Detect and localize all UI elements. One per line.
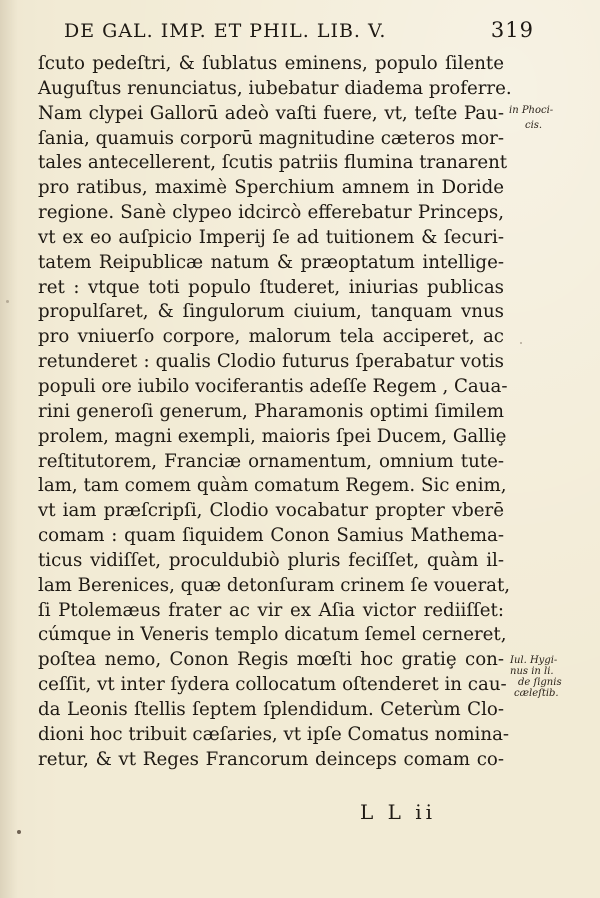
paper-speck (520, 342, 522, 344)
text-line: retunderet : qualis Clodio futurus ſperabatur votis (38, 351, 504, 373)
text-line: vt iam præſcripſi, Clodio vocabatur propter vberē (38, 500, 504, 522)
text-line: cúmque in Veneris templo dicatum ſemel cerneret, (38, 624, 507, 646)
text-line: tales antecellerent, ſcutis patriis flumina tranarent (38, 152, 508, 174)
text-line: dioni hoc tribuit cæſaries, vt ipſe Comatus nomina- (38, 723, 510, 745)
text-line: lam, tam comem quàm comatum Regem. Sic enim, (38, 475, 507, 497)
running-header (64, 20, 534, 48)
text-line: vt ex eo auſpicio Imperij ſe ad tuitionem & ſecuri- (38, 226, 504, 248)
text-line: reſtitutorem, Franciæ ornamentum, omnium tute- (38, 450, 504, 472)
text-line: ſi Ptolemæus frater ac vir ex Aſia victor rediiſſet: (38, 599, 504, 621)
page-number: 319 (490, 18, 534, 42)
margin-note-pausania (509, 105, 553, 131)
margin-note-line: Iul. Hygi- (510, 655, 558, 666)
text-line: propulſaret, & ſingulorum ciuium, tanquam vnus (38, 301, 504, 323)
paper-speck (17, 830, 21, 834)
margin-note-line: cæleſtib. (514, 688, 559, 699)
text-line: Auguſtus renunciatus, iubebatur diadema proferre. (38, 77, 512, 99)
margin-note-line: de ſignis (518, 677, 562, 688)
text-line: regione. Sanè clypeo idcircò efferebatur Princeps, (38, 202, 504, 224)
margin-note-hyginus (510, 655, 562, 699)
margin-note-line: nus in li. (510, 666, 554, 677)
text-line: Nam clypei Gallorū adeò vaſti fuere, vt, teſte Pau- (38, 102, 504, 124)
text-line: comam : quam ſiquidem Conon Samius Mathema- (38, 525, 504, 547)
margin-note-line: in Phoci- (509, 105, 554, 116)
text-line: da Leonis ſtellis ſeptem ſplendidum. Ceterùm Clo- (38, 698, 504, 720)
text-line: retur, & vt Reges Francorum deinceps comam co- (38, 748, 504, 770)
text-line: ticus vidiſſet, proculdubiò pluris feciſſet, quàm il- (38, 549, 504, 571)
text-line: tatem Reipublicæ natum & præoptatum intellige- (38, 251, 504, 273)
text-line: pro vniuerſo corpore, malorum tela acciperet, ac (38, 326, 504, 348)
running-title: DE GAL. IMP. ET PHIL. LIB. V. (64, 20, 387, 42)
text-line: populi ore iubilo vociferantis adeſſe Regem , Caua- (38, 375, 508, 397)
text-line: rini generoſi generum, Pharamonis optimi ſimilem (38, 400, 504, 422)
margin-note-line: cis. (525, 120, 543, 131)
text-line: pro ratibus, maximè Sperchium amnem in Doride (38, 177, 504, 199)
paper-speck (6, 300, 9, 303)
text-line: ſcuto pedeſtri, & ſublatus eminens, populo ſilente (38, 53, 504, 74)
text-line: poſtea nemo, Conon Regis mœſti hoc gratiȩ con- (38, 649, 504, 671)
text-line: prolem, magni exempli, maioris ſpei Ducem, Galliȩ (38, 425, 507, 447)
signature-mark: L L ii (360, 800, 437, 824)
text-line: ceſſit, vt inter ſydera collocatum oſtenderet in cau- (38, 674, 507, 696)
text-line: ret : vtque toti populo ſtuderet, iniurias publicas (38, 276, 504, 298)
text-line: lam Berenices, quæ detonſuram crinem ſe vouerat, (38, 574, 511, 596)
text-line: ſania, quamuis corporū magnitudine cæteros mor- (38, 127, 504, 149)
text-block (38, 52, 512, 772)
